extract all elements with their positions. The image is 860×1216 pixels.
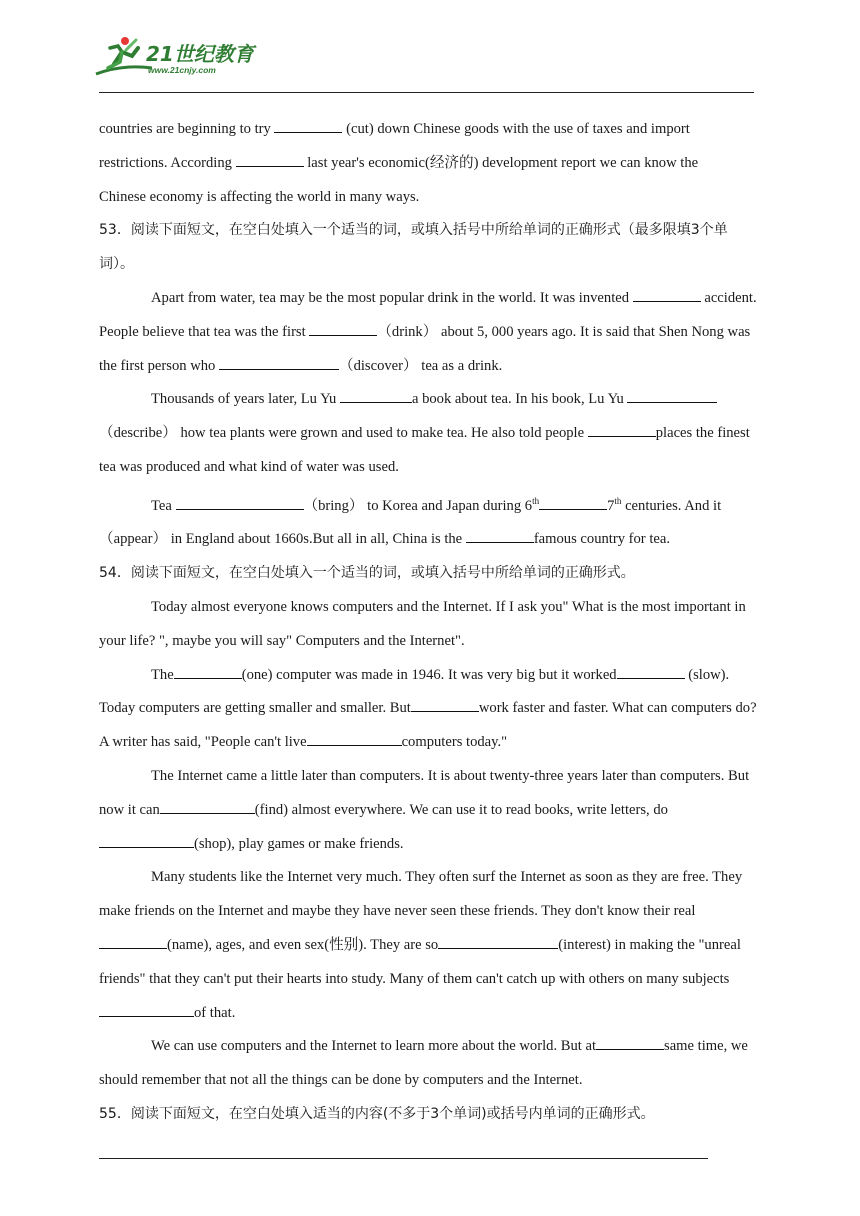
q52-tail-line-3: Chinese economy is affecting the world in many ways. — [99, 188, 420, 205]
answer-blank[interactable] — [588, 424, 656, 437]
logo-main-text: 21世纪教育 — [146, 42, 254, 66]
q54-paragraph-5: We can use computers and the Internet to learn more about the world. But at same time, we should remember that not all the things can be done by computers and the Internet. — [99, 1038, 748, 1089]
answer-blank[interactable] — [309, 323, 377, 336]
runner-icon — [96, 37, 152, 74]
answer-blank[interactable] — [596, 1037, 664, 1050]
q53-title: 53．阅读下面短文，在空白处填入一个适当的词，或填入括号中所给单词的正确形式（最多限填3个单词）。 — [99, 222, 728, 273]
answer-blank[interactable] — [174, 666, 242, 679]
q54-paragraph-1: Today almost everyone knows computers and the Internet. If I ask you" What is the most important in your life? ", maybe you will say" Computers and the Internet". — [99, 599, 746, 649]
header-rule — [99, 92, 754, 93]
q54-paragraph-3: The Internet came a little later than computers. It is about twenty-three years later than computers. But now it can (find) almost everywhere. We can use it to read books, write letters, do(shop), play games or make friends. — [99, 768, 750, 852]
q53-paragraph-2: Thousands of years later, Lu Yu a book about tea. In his book, Lu Yu （describe） how tea plants were grown and used to make tea. He also told people places the finest tea was produced and what kind of water was used. — [99, 391, 750, 475]
q54-paragraph-2: The (one) computer was made in 1946. It was very big but it worked (slow). Today computers are getting smaller and smaller. But work faster and faster. What can computers do? A writer has said, "People can't live computers today." — [99, 666, 757, 751]
answer-blank[interactable] — [438, 936, 558, 949]
logo-url-text: www.21cnjy.com — [148, 65, 216, 75]
answer-blank[interactable] — [539, 497, 607, 510]
q52-tail-line-1: countries are beginning to try (cut) down Chinese goods with the use of taxes and import — [99, 121, 690, 137]
q55-title: 55．阅读下面短文，在空白处填入适当的内容(不多于3个单词)或括号内单词的正确形式。 — [99, 1105, 655, 1122]
answer-blank[interactable] — [236, 154, 304, 167]
q54-paragraph-4: Many students like the Internet very much. They often surf the Internet as soon as they are free. They make friends on the Internet and maybe they have never seen these friends. They don't know their real(name), ages, and even sex(性别). They are so (interest) in making the "unreal friends" that they can't put their hearts into study. Many of them can't catch up with others on many subjectsof that. — [99, 869, 743, 1021]
answer-blank[interactable] — [99, 835, 194, 848]
document-body — [99, 113, 762, 1132]
q54-title: 54．阅读下面短文，在空白处填入一个适当的词，或填入括号中所给单词的正确形式。 — [99, 565, 635, 582]
answer-blank[interactable] — [617, 666, 685, 679]
answer-blank[interactable] — [307, 733, 402, 746]
q53-paragraph-3: Tea （bring） to Korea and Japan during 6th 7th centuries. And it （appear） in England about 1660s.But all in all, China is the famous country for tea. — [99, 495, 722, 548]
answer-blank[interactable] — [219, 357, 339, 370]
answer-blank[interactable] — [160, 801, 255, 814]
answer-blank[interactable] — [340, 390, 412, 403]
answer-blank[interactable] — [99, 1004, 194, 1017]
answer-blank[interactable] — [627, 390, 717, 403]
site-logo — [92, 34, 262, 78]
answer-blank[interactable] — [99, 936, 167, 949]
answer-blank[interactable] — [176, 497, 304, 510]
answer-blank[interactable] — [274, 120, 342, 133]
answer-blank[interactable] — [466, 530, 534, 543]
answer-blank[interactable] — [411, 699, 479, 712]
footer-rule — [99, 1158, 708, 1159]
q52-tail-line-2: restrictions. According last year's economic(经济的) development report we can know the — [99, 154, 699, 171]
q53-paragraph-1: Apart from water, tea may be the most popular drink in the world. It was invented accident. People believe that tea was the first （drink） about 5, 000 years ago. It is said that Shen Nong was the first person who （discover） tea as a drink. — [99, 289, 757, 374]
answer-blank[interactable] — [633, 289, 701, 302]
